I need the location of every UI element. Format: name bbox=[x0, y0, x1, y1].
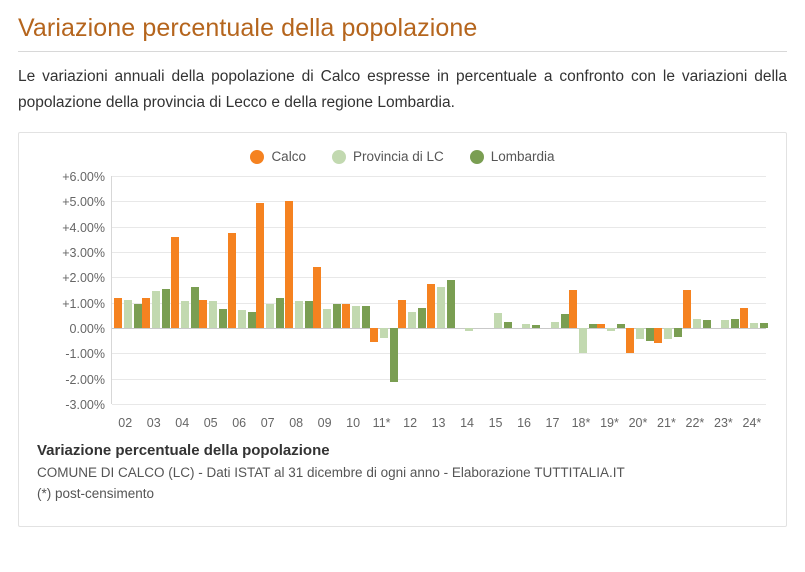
bar[interactable] bbox=[181, 301, 189, 328]
bar[interactable] bbox=[664, 328, 672, 339]
x-axis-tick-label: 15 bbox=[488, 416, 503, 430]
bar[interactable] bbox=[636, 328, 644, 339]
x-axis-tick-label: 02 bbox=[118, 416, 133, 430]
x-axis-tick-label: 13 bbox=[431, 416, 446, 430]
x-axis-tick-label: 23* bbox=[714, 416, 733, 430]
bar-group[interactable] bbox=[254, 176, 282, 404]
bar[interactable] bbox=[323, 309, 331, 328]
bar[interactable] bbox=[228, 233, 236, 328]
bar-group[interactable] bbox=[140, 176, 168, 404]
bar[interactable] bbox=[171, 237, 179, 328]
bar-group[interactable] bbox=[539, 176, 567, 404]
bar[interactable] bbox=[295, 301, 303, 328]
bar-group[interactable] bbox=[368, 176, 396, 404]
chart-caption-title: Variazione percentuale della popolazione bbox=[37, 442, 330, 459]
bar-group[interactable] bbox=[340, 176, 368, 404]
bar-group[interactable] bbox=[595, 176, 623, 404]
x-axis-tick-label: 12 bbox=[403, 416, 418, 430]
y-axis-tick-label: +6.00% bbox=[62, 170, 105, 184]
bar[interactable] bbox=[398, 300, 406, 328]
bar[interactable] bbox=[408, 312, 416, 328]
x-axis-tick-label: 10 bbox=[346, 416, 361, 430]
bar[interactable] bbox=[238, 310, 246, 328]
x-axis-tick-label: 21* bbox=[657, 416, 676, 430]
bar[interactable] bbox=[114, 298, 122, 328]
bar[interactable] bbox=[569, 290, 577, 328]
bar[interactable] bbox=[740, 308, 748, 328]
bar-group[interactable] bbox=[453, 176, 481, 404]
bar[interactable] bbox=[522, 324, 530, 328]
bar-group[interactable] bbox=[709, 176, 737, 404]
x-axis-tick-label: 14 bbox=[460, 416, 474, 430]
bar-group[interactable] bbox=[283, 176, 311, 404]
bar-group[interactable] bbox=[567, 176, 595, 404]
y-axis-tick-label: +5.00% bbox=[62, 195, 105, 210]
bar[interactable] bbox=[266, 304, 274, 328]
page-title: Variazione percentuale della popolazione bbox=[18, 14, 478, 42]
bar[interactable] bbox=[380, 328, 388, 338]
bar[interactable] bbox=[342, 304, 350, 328]
y-axis-tick-label: +2.00% bbox=[62, 271, 105, 286]
bar[interactable] bbox=[313, 267, 321, 328]
bar-groups bbox=[112, 176, 766, 404]
bar[interactable] bbox=[142, 298, 150, 328]
bar[interactable] bbox=[494, 313, 502, 328]
bar[interactable] bbox=[597, 324, 605, 328]
x-axis-tick-label: 11* bbox=[372, 416, 391, 430]
bar-group[interactable] bbox=[169, 176, 197, 404]
bar-group[interactable] bbox=[425, 176, 453, 404]
bar[interactable] bbox=[152, 291, 160, 328]
legend-item-lombardia[interactable] bbox=[470, 149, 555, 164]
intro-paragraph: Le variazioni annuali della popolazione di Calco espresse in percentuale a confronto con le variazioni della popolazione della provincia di Lecco e della regione Lombardia. bbox=[18, 68, 787, 111]
legend-label-calco: Calco bbox=[271, 149, 306, 164]
bar[interactable] bbox=[750, 323, 758, 328]
bar[interactable] bbox=[209, 301, 217, 328]
bar[interactable] bbox=[256, 203, 264, 328]
bar-group[interactable] bbox=[681, 176, 709, 404]
bar[interactable] bbox=[199, 300, 207, 328]
chart-card bbox=[18, 132, 787, 527]
x-axis-tick-label: 18* bbox=[571, 416, 591, 430]
x-axis-tick-label: 20* bbox=[628, 416, 648, 430]
y-axis-tick-label: +3.00% bbox=[62, 245, 105, 260]
gridline--3 bbox=[65, 398, 766, 412]
bar-group[interactable] bbox=[311, 176, 339, 404]
bar-group[interactable] bbox=[510, 176, 538, 404]
legend-label-lombardia: Lombardia bbox=[490, 149, 555, 164]
bar-group[interactable] bbox=[396, 176, 424, 404]
plot-area bbox=[33, 170, 772, 438]
bar[interactable] bbox=[654, 328, 662, 343]
bar[interactable] bbox=[579, 328, 587, 353]
bar-group[interactable] bbox=[738, 176, 766, 404]
bar[interactable] bbox=[760, 323, 768, 328]
title-divider bbox=[18, 51, 787, 52]
x-axis-tick-label: 17 bbox=[545, 416, 560, 430]
chart-caption-source: COMUNE DI CALCO (LC) - Dati ISTAT al 31 dicembre di ogni anno - Elaborazione TUTTITALIA.IT bbox=[37, 465, 625, 480]
bar[interactable] bbox=[721, 320, 729, 328]
legend-dot-provincia bbox=[332, 150, 346, 164]
bar-group[interactable] bbox=[624, 176, 652, 404]
y-axis-tick-label: 0.00% bbox=[69, 321, 105, 336]
bar-group[interactable] bbox=[112, 176, 140, 404]
bar[interactable] bbox=[693, 319, 701, 328]
x-axis-tick-label: 06 bbox=[232, 416, 247, 430]
legend-item-calco[interactable] bbox=[250, 149, 306, 164]
bar[interactable] bbox=[465, 328, 473, 331]
chart-caption-note: (*) post-censimento bbox=[37, 486, 155, 501]
bar[interactable] bbox=[683, 290, 691, 328]
x-axis-tick-label: 07 bbox=[260, 416, 275, 430]
bar[interactable] bbox=[124, 300, 132, 328]
x-axis-tick-label: 04 bbox=[175, 416, 190, 430]
y-axis-tick-label: -1.00% bbox=[65, 347, 105, 362]
x-axis-tick-label: 03 bbox=[146, 416, 161, 430]
x-axis-labels bbox=[111, 416, 766, 430]
bar-group[interactable] bbox=[197, 176, 225, 404]
bar-group[interactable] bbox=[226, 176, 254, 404]
bar-group[interactable] bbox=[652, 176, 680, 404]
x-axis-tick-label: 19* bbox=[600, 416, 619, 430]
plot-canvas bbox=[62, 170, 766, 412]
x-axis-tick-label: 09 bbox=[317, 416, 332, 430]
bar[interactable] bbox=[607, 328, 615, 331]
y-axis-tick-label: -3.00% bbox=[65, 398, 105, 412]
bar[interactable] bbox=[352, 306, 360, 328]
x-axis-tick-label: 24* bbox=[742, 416, 762, 430]
chart-legend bbox=[33, 143, 772, 168]
bar[interactable] bbox=[551, 322, 559, 328]
legend-label-provincia: Provincia di LC bbox=[352, 149, 444, 164]
x-axis-tick-label: 16 bbox=[517, 416, 531, 430]
x-axis-tick-label: 05 bbox=[203, 416, 218, 430]
x-axis-tick-label: 22* bbox=[685, 416, 705, 430]
legend-dot-lombardia bbox=[470, 150, 484, 164]
bar[interactable] bbox=[427, 284, 435, 328]
y-axis-tick-label: +1.00% bbox=[62, 296, 105, 311]
bar-group[interactable] bbox=[482, 176, 510, 404]
y-axis-tick-label: +4.00% bbox=[62, 220, 105, 235]
y-axis-tick-label: -2.00% bbox=[65, 372, 105, 387]
legend-item-provincia[interactable] bbox=[332, 149, 444, 164]
bar[interactable] bbox=[437, 287, 445, 328]
bar[interactable] bbox=[626, 328, 634, 353]
legend-dot-calco bbox=[250, 150, 264, 164]
bar[interactable] bbox=[370, 328, 378, 342]
x-axis-tick-label: 08 bbox=[289, 416, 304, 430]
bar[interactable] bbox=[285, 201, 293, 328]
